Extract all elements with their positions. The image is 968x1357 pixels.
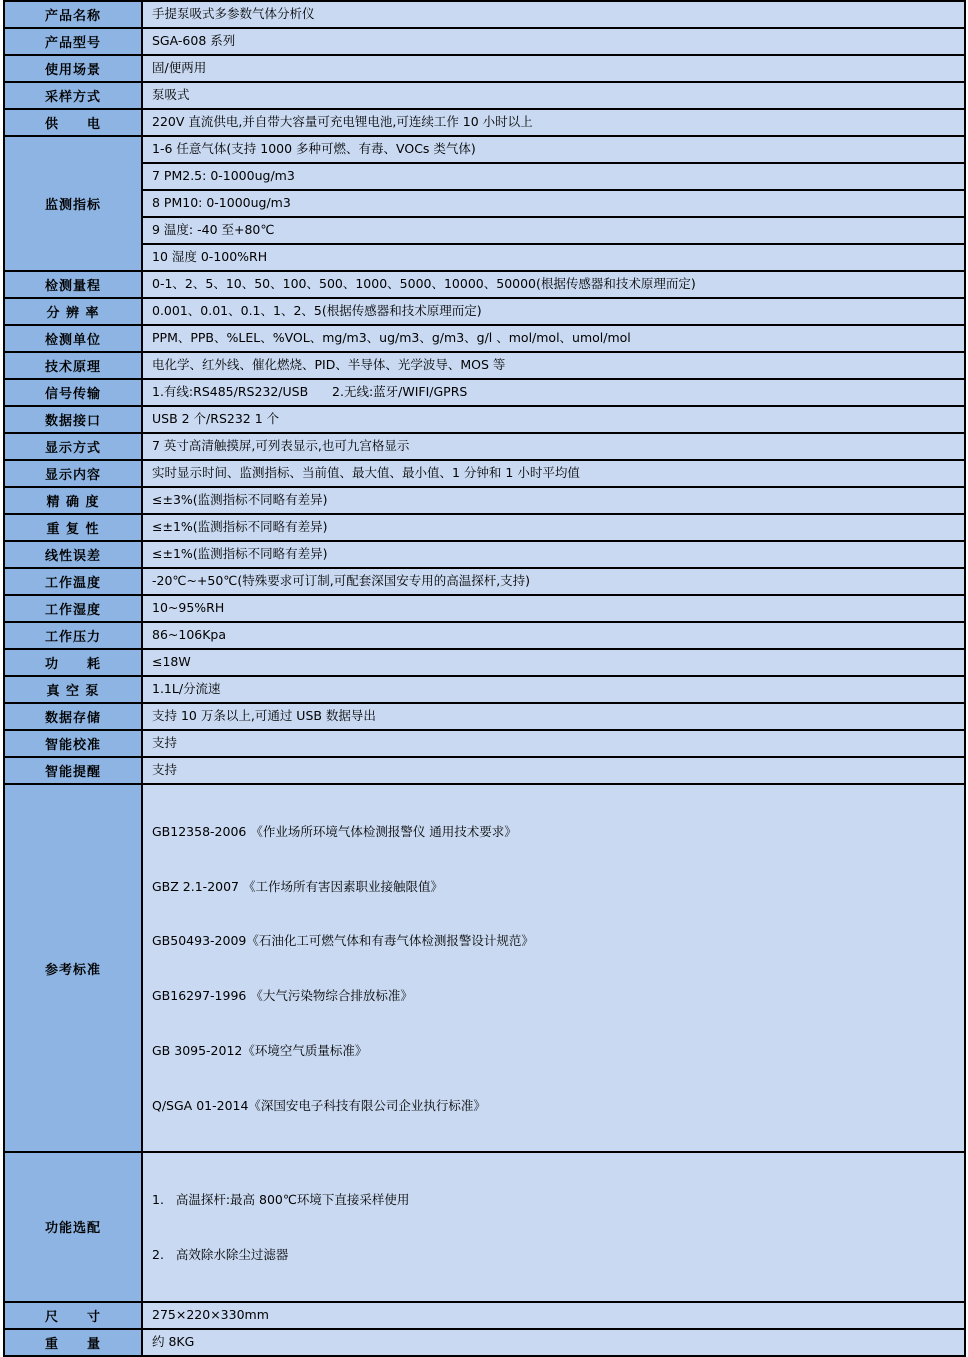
table-row xyxy=(4,1152,965,1301)
standard-line-1: GB12358-2006 《作业场所环境气体检测报警仪 通用技术要求》 xyxy=(152,823,517,839)
row-monitoring-items-label: 监测指标 xyxy=(4,136,142,271)
row-reference-standards-value xyxy=(142,784,965,1152)
row-detection-range-label: 检测量程 xyxy=(4,271,142,298)
row-power-supply-label: 供 电 xyxy=(4,109,142,136)
row-display-content-value: 实时显示时间、监测指标、当前值、最大值、最小值、1 分钟和 1 小时平均值 xyxy=(142,460,965,487)
row-signal-transmission-value: 1.有线:RS485/RS232/USB 2.无线:蓝牙/WIFI/GPRS xyxy=(142,379,965,406)
standard-line-6: Q/SGA 01-2014《深国安电子科技有限公司企业执行标准》 xyxy=(152,1097,486,1113)
row-data-storage-value: 支持 10 万条以上,可通过 USB 数据导出 xyxy=(142,703,965,730)
table-row xyxy=(4,487,965,514)
standard-line-3: GB50493-2009《石油化工可燃气体和有毒气体检测报警设计规范》 xyxy=(152,933,534,949)
monitoring-item-4: 9 温度: -40 至+80℃ xyxy=(142,217,965,244)
monitoring-item-3: 8 PM10: 0-1000ug/m3 xyxy=(142,190,965,217)
row-data-interface-label: 数据接口 xyxy=(4,406,142,433)
optional-feature-2: 2. 高效除水除尘过滤器 xyxy=(152,1246,289,1262)
table-row xyxy=(4,460,965,487)
table-row xyxy=(4,703,965,730)
table-row xyxy=(4,649,965,676)
monitoring-item-1: 1-6 任意气体(支持 1000 多种可燃、有毒、VOCs 类气体) xyxy=(142,136,965,163)
standard-line-2: GBZ 2.1-2007 《工作场所有害因素职业接触限值》 xyxy=(152,878,443,894)
row-working-pressure-value: 86~106Kpa xyxy=(142,622,965,649)
standard-line-5: GB 3095-2012《环境空气质量标准》 xyxy=(152,1042,368,1058)
row-linearity-error-label: 线性误差 xyxy=(4,541,142,568)
table-row xyxy=(4,28,965,55)
row-power-supply-value: 220V 直流供电,并自带大容量可充电锂电池,可连续工作 10 小时以上 xyxy=(142,109,965,136)
row-usage-scenario-value: 固/便两用 xyxy=(142,55,965,82)
table-row xyxy=(4,190,965,217)
optional-feature-1: 1. 高温探杆:最高 800℃环境下直接采样使用 xyxy=(152,1192,410,1207)
row-vacuum-pump-value: 1.1L/分流速 xyxy=(142,676,965,703)
table-row xyxy=(4,55,965,82)
table-row xyxy=(4,514,965,541)
row-working-temperature-label: 工作温度 xyxy=(4,568,142,595)
row-detection-units-value: PPM、PPB、%LEL、%VOL、mg/m3、ug/m3、g/m3、g/l 、mol/mol、umol/mol xyxy=(142,325,965,352)
row-display-content-label: 显示内容 xyxy=(4,460,142,487)
table-row xyxy=(4,784,965,1152)
row-weight-label: 重 量 xyxy=(4,1329,142,1356)
product-spec-table xyxy=(3,0,966,1357)
table-row xyxy=(4,298,965,325)
row-data-storage-label: 数据存储 xyxy=(4,703,142,730)
row-display-mode-value: 7 英寸高清触摸屏,可列表显示,也可九宫格显示 xyxy=(142,433,965,460)
row-working-pressure-label: 工作压力 xyxy=(4,622,142,649)
row-working-temperature-value: -20℃~+50℃(特殊要求可订制,可配套深国安专用的高温探杆,支持) xyxy=(142,568,965,595)
table-row xyxy=(4,244,965,271)
table-row xyxy=(4,379,965,406)
row-smart-reminder-label: 智能提醒 xyxy=(4,757,142,784)
monitoring-item-2: 7 PM2.5: 0-1000ug/m3 xyxy=(142,163,965,190)
row-detection-range-value: 0-1、2、5、10、50、100、500、1000、5000、10000、50000(根据传感器和技术原理而定) xyxy=(142,271,965,298)
row-smart-calibration-value: 支持 xyxy=(142,730,965,757)
table-row xyxy=(4,676,965,703)
table-row xyxy=(4,433,965,460)
row-weight-value: 约 8KG xyxy=(142,1329,965,1356)
row-product-name-value: 手提泵吸式多参数气体分析仪 xyxy=(142,1,965,28)
table-row xyxy=(4,271,965,298)
row-accuracy-label: 精 确 度 xyxy=(4,487,142,514)
table-row xyxy=(4,1329,965,1356)
row-reference-standards-label: 参考标准 xyxy=(4,784,142,1152)
row-signal-transmission-label: 信号传输 xyxy=(4,379,142,406)
row-vacuum-pump-label: 真 空 泵 xyxy=(4,676,142,703)
row-smart-reminder-value: 支持 xyxy=(142,757,965,784)
table-row xyxy=(4,622,965,649)
row-optional-features-value xyxy=(142,1152,965,1301)
table-row xyxy=(4,136,965,163)
row-accuracy-value: ≤±3%(监测指标不同略有差异) xyxy=(142,487,965,514)
row-sampling-method-value: 泵吸式 xyxy=(142,82,965,109)
table-row xyxy=(4,163,965,190)
row-resolution-value: 0.001、0.01、0.1、1、2、5(根据传感器和技术原理而定) xyxy=(142,298,965,325)
row-dimensions-label: 尺 寸 xyxy=(4,1302,142,1329)
table-row xyxy=(4,352,965,379)
row-repeatability-value: ≤±1%(监测指标不同略有差异) xyxy=(142,514,965,541)
row-sampling-method-label: 采样方式 xyxy=(4,82,142,109)
table-row xyxy=(4,1,965,28)
row-display-mode-label: 显示方式 xyxy=(4,433,142,460)
row-product-name-label: 产品名称 xyxy=(4,1,142,28)
table-row xyxy=(4,109,965,136)
row-product-model-label: 产品型号 xyxy=(4,28,142,55)
row-resolution-label: 分 辨 率 xyxy=(4,298,142,325)
row-technical-principle-label: 技术原理 xyxy=(4,352,142,379)
row-optional-features-label: 功能选配 xyxy=(4,1152,142,1301)
table-row xyxy=(4,568,965,595)
row-product-model-value: SGA-608 系列 xyxy=(142,28,965,55)
row-technical-principle-value: 电化学、红外线、催化燃烧、PID、半导体、光学波导、MOS 等 xyxy=(142,352,965,379)
table-row xyxy=(4,82,965,109)
table-row xyxy=(4,541,965,568)
standard-line-4: GB16297-1996 《大气污染物综合排放标准》 xyxy=(152,988,413,1003)
row-dimensions-value: 275×220×330mm xyxy=(142,1302,965,1329)
row-data-interface-value: USB 2 个/RS232 1 个 xyxy=(142,406,965,433)
row-usage-scenario-label: 使用场景 xyxy=(4,55,142,82)
table-row xyxy=(4,325,965,352)
table-row xyxy=(4,730,965,757)
row-smart-calibration-label: 智能校准 xyxy=(4,730,142,757)
table-row xyxy=(4,217,965,244)
table-row xyxy=(4,406,965,433)
row-working-humidity-value: 10~95%RH xyxy=(142,595,965,622)
row-power-consumption-label: 功 耗 xyxy=(4,649,142,676)
row-linearity-error-value: ≤±1%(监测指标不同略有差异) xyxy=(142,541,965,568)
row-repeatability-label: 重 复 性 xyxy=(4,514,142,541)
row-power-consumption-value: ≤18W xyxy=(142,649,965,676)
monitoring-item-5: 10 湿度 0-100%RH xyxy=(142,244,965,271)
row-detection-units-label: 检测单位 xyxy=(4,325,142,352)
table-row xyxy=(4,595,965,622)
table-row xyxy=(4,1302,965,1329)
table-row xyxy=(4,757,965,784)
row-working-humidity-label: 工作湿度 xyxy=(4,595,142,622)
